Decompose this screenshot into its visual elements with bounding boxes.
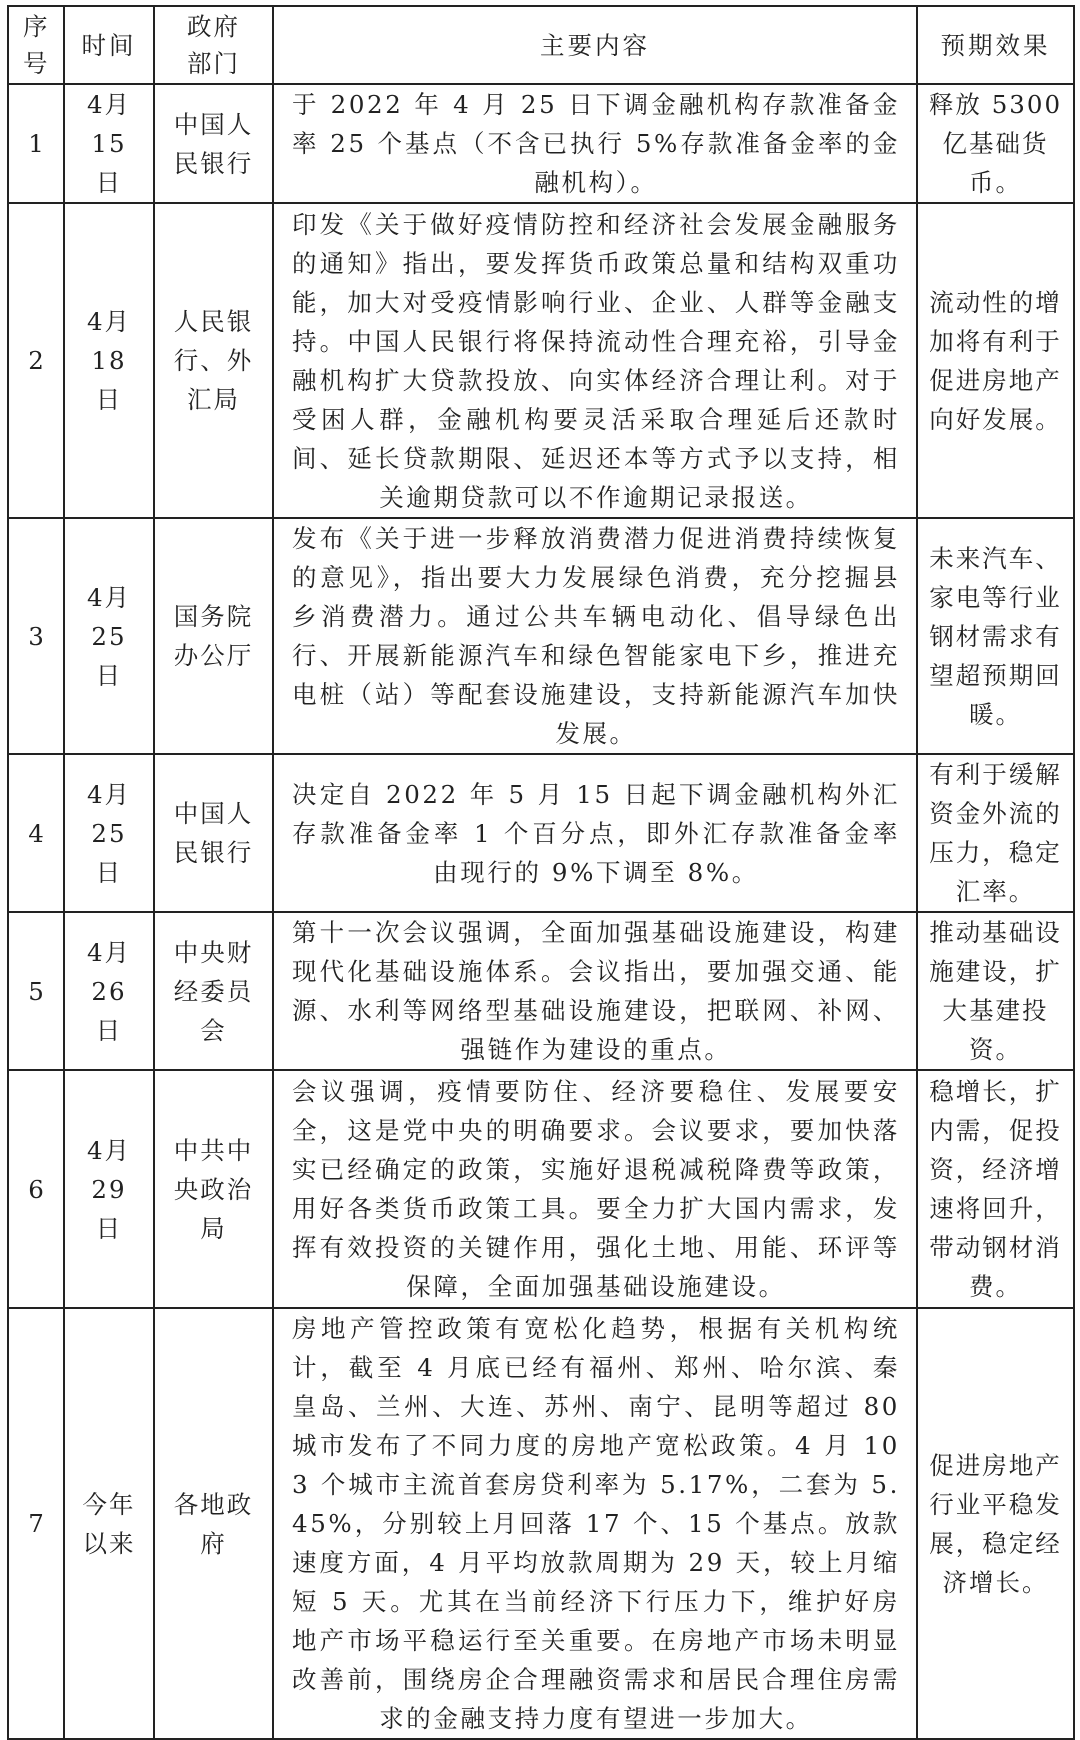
cell-content: 会议强调，疫情要防住、经济要稳住、发展要安全，这是党中央的明确要求。会议要求，要加快落实已经确定的政策，实施好退税减税降费等政策，用好各类货币政策工具。要全力扩大国内需求，发挥有效投资的关键作用，强化土地、用能、环评等保障，全面加强基础设施建设。 — [273, 1070, 917, 1308]
cell-time: 4月29日 — [64, 1070, 154, 1308]
cell-dept: 中共中央政治局 — [154, 1070, 273, 1308]
cell-effect: 促进房地产行业平稳发展，稳定经济增长。 — [917, 1308, 1074, 1739]
cell-dept: 各地政府 — [154, 1308, 273, 1739]
cell-time: 4月15日 — [64, 84, 154, 203]
table-row — [8, 1070, 1074, 1308]
cell-index: 4 — [8, 754, 64, 912]
cell-content: 印发《关于做好疫情防控和经济社会发展金融服务的通知》指出，要发挥货币政策总量和结构双重功能，加大对受疫情影响行业、企业、人群等金融支持。中国人民银行将保持流动性合理充裕，引导金融机构扩大贷款投放、向实体经济合理让利。对于受困人群，金融机构要灵活采取合理延后还款时间、延长贷款期限、延迟还本等方式予以支持，相关逾期贷款可以不作逾期记录报送。 — [273, 203, 917, 518]
cell-effect: 稳增长，扩内需，促投资，经济增速将回升，带动钢材消费。 — [917, 1070, 1074, 1308]
cell-effect: 推动基础设施建设，扩大基建投资。 — [917, 912, 1074, 1070]
cell-time: 4月26日 — [64, 912, 154, 1070]
cell-dept: 国务院办公厅 — [154, 518, 273, 754]
cell-effect: 未来汽车、家电等行业钢材需求有望超预期回暖。 — [917, 518, 1074, 754]
cell-index: 7 — [8, 1308, 64, 1739]
cell-dept: 人民银行、外汇局 — [154, 203, 273, 518]
cell-effect: 流动性的增加将有利于促进房地产向好发展。 — [917, 203, 1074, 518]
table-row — [8, 754, 1074, 912]
header-time: 时间 — [64, 6, 154, 84]
cell-dept: 中国人民银行 — [154, 754, 273, 912]
header-row — [8, 6, 1074, 84]
policy-table — [7, 5, 1075, 1740]
cell-index: 5 — [8, 912, 64, 1070]
cell-dept: 中央财经委员会 — [154, 912, 273, 1070]
table-row — [8, 912, 1074, 1070]
cell-index: 3 — [8, 518, 64, 754]
cell-content: 发布《关于进一步释放消费潜力促进消费持续恢复的意见》，指出要大力发展绿色消费，充分挖掘县乡消费潜力。通过公共车辆电动化、倡导绿色出行、开展新能源汽车和绿色智能家电下乡，推进充电桩（站）等配套设施建设，支持新能源汽车加快发展。 — [273, 518, 917, 754]
cell-time: 4月25日 — [64, 754, 154, 912]
cell-content: 于 2022 年 4 月 25 日下调金融机构存款准备金率 25 个基点（不含已执行 5%存款准备金率的金融机构）。 — [273, 84, 917, 203]
cell-effect: 释放 5300 亿基础货币。 — [917, 84, 1074, 203]
header-content: 主要内容 — [273, 6, 917, 84]
table-row — [8, 1308, 1074, 1739]
cell-index: 2 — [8, 203, 64, 518]
cell-time: 4月18日 — [64, 203, 154, 518]
table-row — [8, 84, 1074, 203]
header-index: 序号 — [8, 6, 64, 84]
header-effect: 预期效果 — [917, 6, 1074, 84]
cell-dept: 中国人民银行 — [154, 84, 273, 203]
cell-time: 4月25日 — [64, 518, 154, 754]
cell-index: 1 — [8, 84, 64, 203]
cell-index: 6 — [8, 1070, 64, 1308]
cell-content: 决定自 2022 年 5 月 15 日起下调金融机构外汇存款准备金率 1 个百分点，即外汇存款准备金率由现行的 9%下调至 8%。 — [273, 754, 917, 912]
cell-content: 房地产管控政策有宽松化趋势，根据有关机构统计，截至 4 月底已经有福州、郑州、哈尔滨、秦皇岛、兰州、大连、苏州、南宁、昆明等超过 80 城市发布了不同力度的房地产宽松政策。4 月 103 个城市主流首套房贷利率为 5.17%，二套为 5.45%，分别较上月回落 17 个、15 个基点。放款速度方面，4 月平均放款周期为 29 天，较上月缩短 5 天。尤其在当前经济下行压力下，维护好房地产市场平稳运行至关重要。在房地产市场未明显改善前，围绕房企合理融资需求和居民合理住房需求的金融支持力度有望进一步加大。 — [273, 1308, 917, 1739]
table-row — [8, 203, 1074, 518]
cell-effect: 有利于缓解资金外流的压力，稳定汇率。 — [917, 754, 1074, 912]
cell-content: 第十一次会议强调，全面加强基础设施建设，构建现代化基础设施体系。会议指出，要加强交通、能源、水利等网络型基础设施建设，把联网、补网、强链作为建设的重点。 — [273, 912, 917, 1070]
cell-time: 今年以来 — [64, 1308, 154, 1739]
table-row — [8, 518, 1074, 754]
header-dept: 政府部门 — [154, 6, 273, 84]
